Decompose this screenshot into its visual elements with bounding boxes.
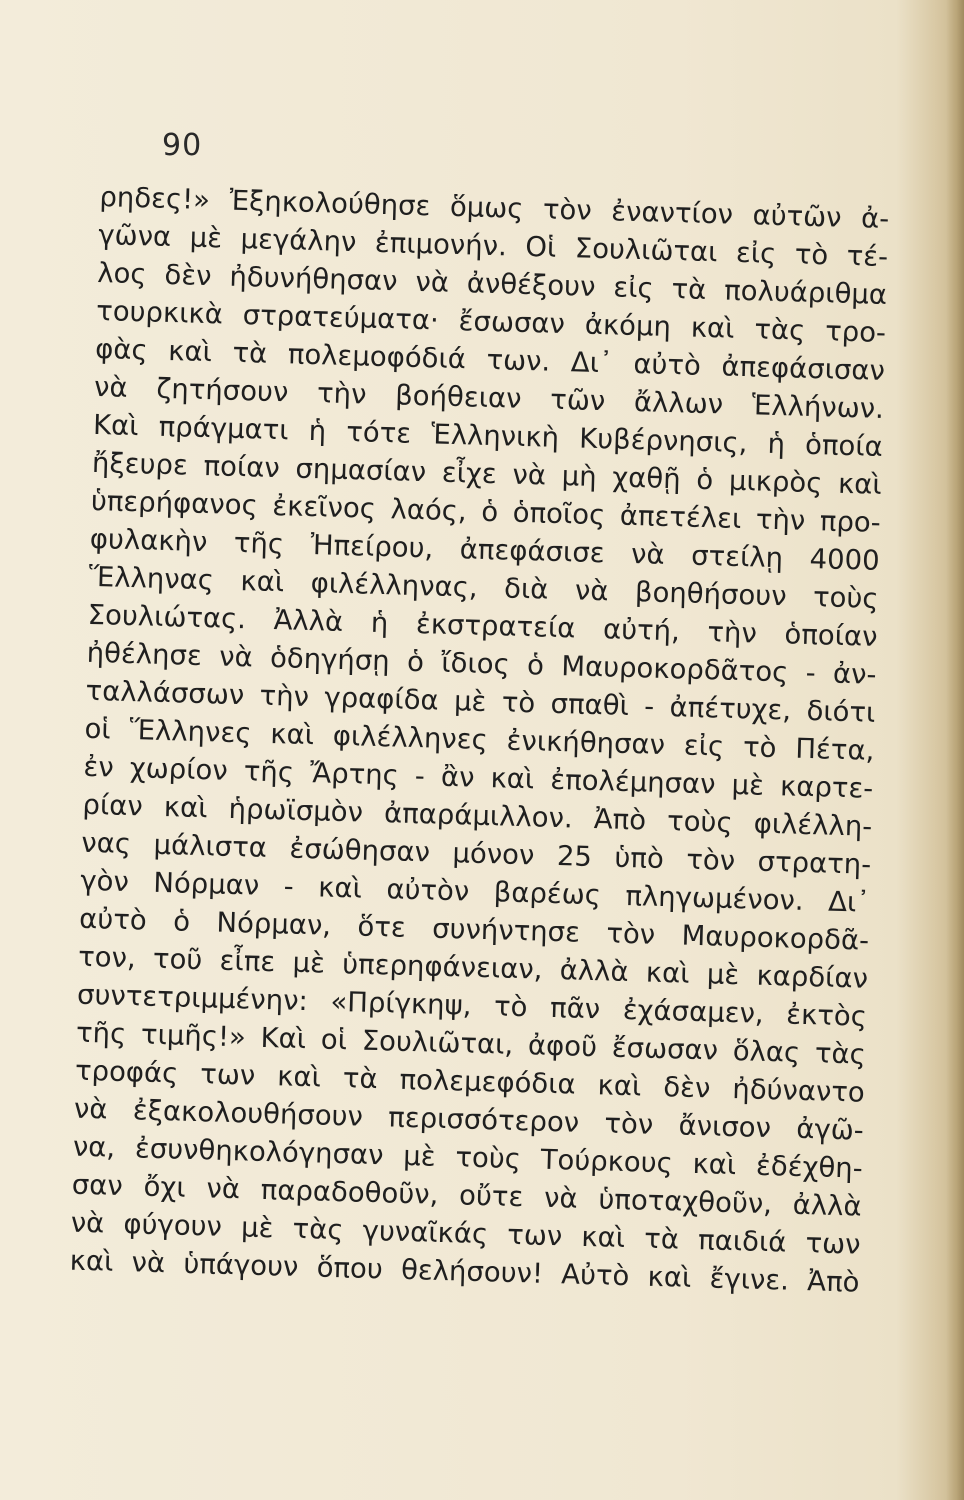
text-line: Σουλιώτας. Ἀλλὰ ἡ ἐκστρατεία αὐτή, τὴν ὁποίαν [87,598,878,653]
text-line: γῶνα μὲ μεγάλην ἐπιμονήν. Οἱ Σουλιῶται εἰς τὸ τέ- [97,218,889,274]
text-line: συντετριμμένην: «Πρίγκηψ, τὸ πᾶν ἐχάσαμεν, ἐκτὸς [76,978,868,1033]
text-line: Καὶ πράγματι ἡ τότε Ἑλληνικὴ Κυβέρνησις, ἡ ὁποία [92,408,884,463]
text-line: σαν ὄχι νὰ παραδοθοῦν, οὔτε νὰ ὑποταχθοῦν, ἀλλὰ [71,1168,863,1223]
text-line: νὰ ἐξακολουθήσουν περισσότερον τὸν ἄνισον ἀγῶ- [73,1092,865,1147]
page-number: 90 [162,128,203,163]
text-line: ταλλάσσων τὴν γραφίδα μὲ τὸ σπαθὶ - ἀπέτυχε, διότι [85,674,876,729]
text-line: ὑπερήφανος ἐκεῖνος λαός, ὁ ὁποῖος ἀπετέλει τὴν προ- [90,484,882,539]
text-line: νὰ φύγουν μὲ τὰς γυναῖκάς των καὶ τὰ παιδιά των [70,1206,861,1261]
text-line: λος δὲν ἠδυνήθησαν νὰ ἀνθέξουν εἰς τὰ πολυάριθμα [96,256,888,312]
text-line: Ἕλληνας καὶ φιλέλληνας, διὰ νὰ βοηθήσουν τοὺς [88,560,879,615]
text-line: ρηδες!» Ἐξηκολούθησε ὅμως τὸν ἐναντίον αὐτῶν ἀ- [99,180,890,236]
text-line: νὰ ζητήσουν τὴν βοήθειαν τῶν ἄλλων Ἑλλήνων. [93,370,885,425]
text-line: φὰς καὶ τὰ πολεμοφόδιά των. Δι᾽ αὐτὸ ἀπεφάσισαν [94,332,886,387]
text-line: να, ἐσυνθηκολόγησαν μὲ τοὺς Τούρκους καὶ ἐδέχθη- [72,1130,864,1185]
text-line: τον, τοῦ εἶπε μὲ ὑπερηφάνειαν, ἀλλὰ καὶ μὲ καρδίαν [77,940,869,995]
body-text [69,178,889,1302]
text-line: ρίαν καὶ ἡρωϊσμὸν ἀπαράμιλλον. Ἀπὸ τοὺς φιλέλλη- [82,788,873,843]
text-line: γὸν Νόρμαν - καὶ αὐτὸν βαρέως πληγωμένον. Δι᾽ [79,864,871,919]
text-line: ἐν χωρίον τῆς Ἄρτης - ἂν καὶ ἐπολέμησαν μὲ καρτε- [83,750,874,805]
text-line: οἱ Ἕλληνες καὶ φιλέλληνες ἐνικήθησαν εἰς τὸ Πέτα, [84,712,875,767]
text-line: τουρκικὰ στρατεύματα· ἔσωσαν ἀκόμη καὶ τὰς τρο- [95,294,887,349]
text-line: ἠθέλησε νὰ ὁδηγήσῃ ὁ ἴδιος ὁ Μαυροκορδᾶτος - ἀν- [86,636,877,691]
text-line: φυλακὴν τῆς Ἠπείρου, ἀπεφάσισε νὰ στείλῃ 4000 [89,522,881,577]
text-line: τῆς τιμῆς!» Καὶ οἱ Σουλιῶται, ἀφοῦ ἔσωσαν ὅλας τὰς [75,1016,867,1071]
page-edge [946,0,964,1500]
text-line: αὐτὸ ὁ Νόρμαν, ὅτε συνήντησε τὸν Μαυροκορδᾶ- [78,902,870,957]
text-line: ἤξευρε ποίαν σημασίαν εἶχε νὰ μὴ χαθῇ ὁ μικρὸς καὶ [91,446,883,501]
text-line: τροφάς των καὶ τὰ πολεμεφόδια καὶ δὲν ἠδύναντο [74,1054,866,1109]
text-line: καὶ νὰ ὑπάγουν ὅπου θελήσουν! Αὐτὸ καὶ ἔγινε. Ἀπὸ [69,1244,860,1299]
text-line: νας μάλιστα ἐσώθησαν μόνον 25 ὑπὸ τὸν στρατη- [80,826,872,881]
